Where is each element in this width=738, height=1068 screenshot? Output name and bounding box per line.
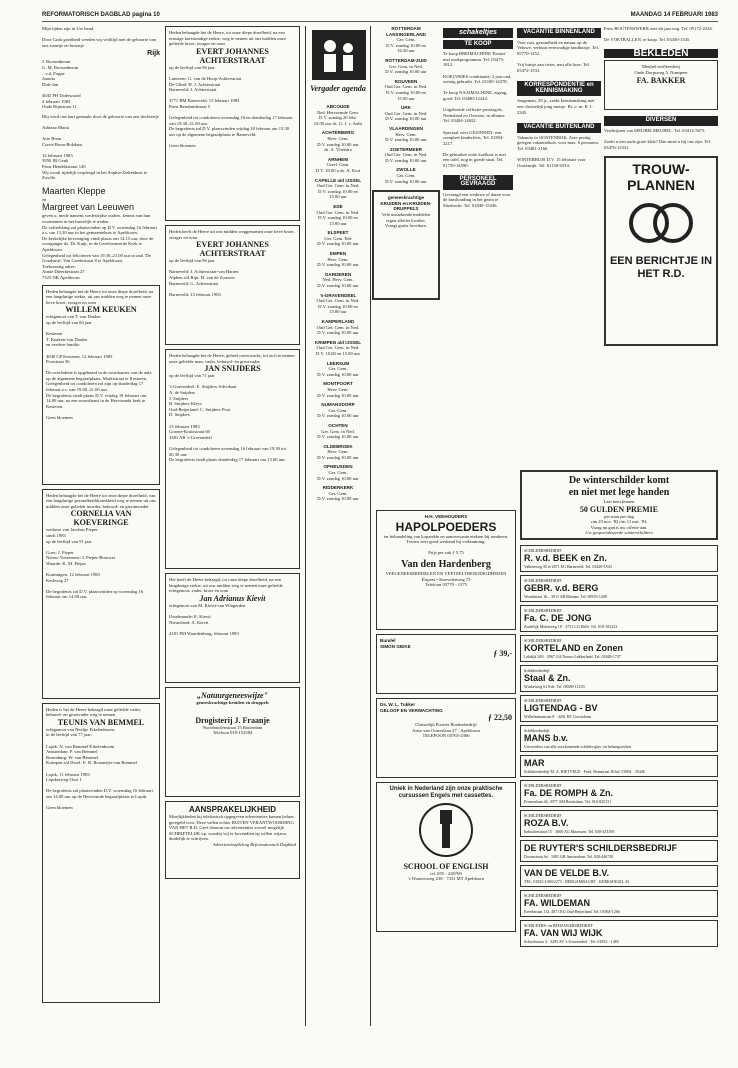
painter-ad: [520, 545, 718, 572]
painter-ad-name: LIGTENDAG - BV: [524, 703, 598, 713]
church-place: ZWOLLE: [396, 167, 416, 173]
marriage-notice: [42, 186, 160, 281]
church-place: EDE: [333, 203, 343, 209]
birth-notice-body: J. Roosenboom G. M. Roosenboom – v.d. Poppe Joanita Dirk-Jan 4045 PH Dodewaard 4 februari 1983 Oude Rijnstraat 11: [42, 59, 81, 110]
church-entry: [306, 272, 370, 289]
church-place: LEERSUM: [326, 360, 350, 366]
ad-aansprakelijkheid: [165, 801, 300, 879]
painter-ad-details: Industriestraat 15 · 3600 AG Maarssen. Tel. 030-433195: [524, 829, 615, 834]
church-entry: [306, 157, 370, 174]
church-entry: [306, 361, 370, 378]
painter-ad-details: Valkenweg 30 te 2871 EG Barneveld. Tel. 03420-1543: [524, 564, 612, 569]
church-service-info: Oud Ger. Gem. in Ned. D.V. zondag 10.00 uur: [316, 324, 360, 336]
painter-ad-name: DE RUYTER'S SCHILDERSBEDRIJF: [524, 843, 678, 853]
church-place: 's-GRAVENDEEL: [319, 292, 357, 298]
church-service-info: Ned. Herv. Gem. D.V. zondag 10.00 uur: [317, 277, 359, 289]
ad-price: ƒ 39,-: [493, 649, 512, 659]
small-ads: Fries BOUTENSWERK met dit jaar nog. Tel. 05172-2234. De VOETBALLEN, te koop. Tel. 03450-1345.: [604, 26, 713, 43]
death-notice-body: op de leeftijd van 96 jaar. Lunteren: G. van de Hoop-Achterstraat De Glind: H. J. Achterstraat Barneveld: J. Achterstraat 3771 BM Barneveld, 13 februari 1983 Prins Bernhardstraat 5 Gelegenheid tot condoleren woensdag 16 en donderdag 17 februari van 19.30–21.00 uur. De begrafenis zal D.V. plaatsvinden vrijdag 18 februari om 13.30 uur op de algemene begraafplaats te Barneveld. Geen bloemen: [169, 64, 293, 149]
church-place: GARDEREN: [324, 271, 352, 277]
church-place: KRIMPEN a/d IJSSEL: [314, 339, 362, 345]
death-notice-body: echtgenoot van T. van Daalen op de leeftijd van 84 jaar Kesteren T. Keuken-van Daalen en verdere familie 4040 GP Kesteren, 12 februari 1983 Poststraat 56 De overledene is opgebaard in de rouwkamer van de aula op de algemene begraafplaats, Marktstraat te Kesteren. Gelegenheid tot condoleren zal zijn op donderdag 17 februari a.s. van 19.00–21.00 uur. De begrafenis vindt plaats D.V. vrijdag 18 februari om 14.00 uur, na een rouwdienst in de Hervormde kerk te Kesteren. Geen bloemen: [46, 314, 152, 421]
church-place: ZOETERMEER: [390, 146, 422, 152]
column-schakeltjes-2: [517, 26, 601, 466]
church-service-info: Herv. Gem. D.V. zondag 10.00 uur: [385, 131, 427, 143]
painter-ad-details: Schildersbedrijf M. A. RIETVELD · Ford. Reinstraat 36 bd. 01804 · 35446: [524, 769, 645, 774]
death-notice-body: op de leeftijd van 96 jaar Barneveld: J. Achterstraat-van Harten Alphen a/d Rijn: H. van de Zouwen Barneveld: G. Achterstraat Barneveld, 13 februari 1983: [169, 258, 239, 297]
church-entry: [372, 126, 440, 143]
section-bekleden: BEKLEDEN: [604, 49, 718, 59]
church-entry: [372, 26, 440, 54]
painter-ad-top: SCHILDERSBEDRIJF: [524, 548, 562, 553]
church-entry: [306, 340, 370, 357]
column-schakeltjes-1: [443, 26, 513, 516]
church-place: URK: [401, 105, 411, 111]
ad-address: VEEGENEESMIDDELEN EN VEETEELTBENODIGDHEDEN Elspeet • Stoevelenweg 73 Telefoon 05770 - 1375: [385, 570, 507, 588]
church-entry: [306, 485, 370, 502]
winter-line-4: 50 GULDEN PREMIE: [579, 504, 659, 514]
church-service-info: Herv. Gem. D.V. zondag 10.00 uur: [317, 449, 359, 460]
painter-ad-name: Staal & Zn.: [524, 673, 571, 683]
ad-title: „Natuurgeneeswijze": [196, 691, 269, 700]
church-place: MONTFOORT: [323, 381, 353, 387]
painter-ad-details: Doornstraat 6a · 1081 GB Amsterdam. Tel. 020-446720: [524, 854, 614, 859]
painter-ad-top: SCHILDERSBEDRIJF: [524, 638, 562, 643]
church-service-info: Herv. Gem. D.V. zondag 10.00 uur ds. A. Vlietstra: [317, 135, 359, 153]
church-entry: [306, 251, 370, 268]
church-service-info: Oud Ger. Gem. in Ned. D.V. zondag 10.00 uur: [384, 152, 428, 163]
page-header: [42, 10, 718, 22]
painter-ad: [520, 755, 718, 777]
church-service-info: Ned. Hervormde Gem. D.V. zondag 20 febr. 10.00 uur ds. G. J. v. Aalst: [313, 109, 363, 126]
death-notice-name: EVERT JOHANNES ACHTERSTRAAT: [196, 46, 269, 65]
painter-ad-name: GEBR. v.d. BERG: [524, 583, 599, 593]
ad-title: HAPOLPOEDERS: [395, 519, 497, 534]
death-notice-bemmel: [42, 703, 160, 1003]
church-entry: [306, 319, 370, 336]
church-place: OCHTEN: [328, 422, 348, 428]
death-notice-name: EVERT JOHANNES ACHTERSTRAAT: [196, 240, 269, 259]
ad-body: Vele uitstekende middelen tegen allerlei kwalen. Vraagt gratis brochure.: [381, 212, 431, 229]
painter-ad-details: Schoolstraat 4 · 3295 AV 's-Gravendeel · Tel. 01853 - 1483: [524, 939, 619, 944]
winter-line-3: Laat hem komen: [603, 499, 635, 504]
ad-title: Uniek in Nederland zijn onze praktische cursussen Engels met cassettes.: [389, 786, 503, 799]
ad-price: ƒ 22,50: [488, 713, 512, 723]
painter-ad: [520, 920, 718, 947]
painter-ad-name: KORTELAND en Zonen: [524, 643, 623, 653]
church-place: OLDEBROEK: [323, 443, 353, 449]
ad-subtitle: geneeskrachtige kruiden en druppels: [196, 700, 269, 705]
birth-notice-name: Rijk: [147, 50, 160, 58]
birth-notice-2: Blij werd ons hart gemaakt door de geboorte van ons dochtertje Adriana Maria Arie Boon Corrie Boon-Bokdam 12 februari 1983 3950 JB Genk Prins Hendrikstraat 140: [42, 113, 159, 170]
section-personeel-gevraagd: PERSONEEL GEVRAAGD: [443, 175, 513, 190]
death-notice-achterstraat-2: [165, 225, 300, 345]
painter-ad-name: MAR: [524, 758, 545, 768]
vergader-agenda-logo: [306, 26, 370, 104]
ad-subtitle: EEN BERICHTJE IN HET R.D.: [609, 254, 713, 280]
death-notice-name: CORNELIA VAN KOEVERINGE: [70, 509, 132, 528]
church-service-info: Ger. Gem. D.V. zondag 10.00 uur: [317, 490, 359, 502]
ad-geloof-verwachting: [376, 698, 516, 778]
death-notice-intro: Heden behaagde het de Heere tot onze diepe droefheid, van een langdurige gezondheidskrankheid weg te nemen uit ons midden onze geliefde moeder, behuwd- en grootmoeder: [46, 492, 156, 509]
painter-ad-details: Lekdijk 269 · 2967 GA Nieuw-Lekkerland. Tel. 01848-1737: [524, 654, 621, 659]
ad-body: Meubel-stoffeerderij Oude Dorpsweg 5, Nunspeet: [634, 64, 688, 75]
church-entry: [372, 167, 440, 184]
ad-winterschilder: [520, 470, 718, 540]
painter-ad-name: Fa. C. DE JONG: [524, 613, 592, 623]
death-notice-body: weduwe van Jacobus Pieper sinds 1983 op de leeftijd van 91 jaar Goes: J. Pieper Nieuw-Vossemeer: J. Pieper-Brouwer Waarde: K. M. Pieper Kruiningen, 12 februari 1983 Kerkweg 27 De begrafenis zal D.V. plaatsvinden op woensdag 16 februari om 14.00 uur.: [46, 527, 143, 600]
ad-body: ter behandeling van kopziekte en aanverwante ziekten bij runderen. Tevens zeer goed werkend bij verlamming. Prijs per zak ƒ 5,75: [383, 533, 509, 556]
winter-line-6: van 23 nov. '82 t/m 11 mrt. '83.: [590, 519, 648, 525]
korrespondentie-ads: Jongeman, 29 jr., zoekt kennismaking met een christelijk jong meisje. Br. o. nr. R 1-2345.: [517, 98, 595, 115]
death-notice-intro: Heden is het de Heere behaagd onze geliefde vader, behuwd- en grootvader weg te nemen: [46, 706, 142, 718]
church-service-info: Geref. Gem. D.V. 10.00 u ds. A. Kort: [315, 162, 361, 173]
church-service-info: Ger. Gem. in Ned. D.V. zondag 10.00 uur: [317, 428, 359, 440]
church-service-info: Ger. Gem. D.V. zondag 10.00 en 16.30 uur: [386, 37, 426, 54]
painter-ad-details: Winkelweg 61 Ede. Tel. 08380-11233: [524, 684, 585, 689]
section-vacantie-buitenland: VACANTIE BUITENLAND: [517, 123, 601, 133]
painter-ad-details: Woudstraat 16 – 3911 AB Rhenen. Tel. 08376-1208: [524, 594, 607, 599]
church-entry: [372, 147, 440, 164]
church-service-info: Oud Ger. Gem. in Ned. D.V. zondag 10.00 en 15.00 uur: [316, 209, 360, 226]
school-logo-icon: [416, 800, 476, 860]
diversen-ads: Verdwijnen van MEUBELMEUBEL. Tel. 03412-5673. Zoekt u een oude grote klok? Dan moet u bij ons zijn. Tel. 03470-12331.: [604, 127, 712, 150]
church-entry: [306, 230, 370, 247]
church-entry: [372, 79, 440, 101]
death-notice-kievit: [165, 573, 300, 683]
church-place: ROTTERDAM-ZUID: [385, 57, 427, 63]
death-notice-name: TEUNIS VAN BEMMEL: [57, 717, 145, 727]
column-vergader-agenda: [305, 26, 371, 1026]
painter-ad-top: Schildersbedrijf: [524, 728, 550, 733]
section-te-koop: TE KOOP: [443, 40, 513, 50]
death-notice-intro: Heden behaagde het de Heere tot onze diepe droefheid, na een langdurige ziekte, uit ons midden weg te nemen onze lieve broer, zwager en oom: [46, 288, 154, 305]
church-entry: [372, 58, 440, 75]
ad-trouwplannen: [604, 156, 718, 346]
church-place: CAPELLE a/d IJSSEL: [314, 177, 362, 183]
death-notice-intro: Heden heeft de Heere uit ons midden weggenomen onze lieve broer, zwager en oom: [169, 229, 295, 240]
painter-ad: [520, 665, 718, 692]
painter-ad-details: Zuidelijk Molenweg 18 · 3731 CG Delft. Tel. 010-181223: [524, 624, 618, 629]
painter-ad-details: Prinsenlaan 46, 3077 AM Rotterdam. Tel. 010-825131: [524, 799, 612, 804]
church-service-info: Ger. Gem. D.V. zondag 10.00 uur: [317, 366, 359, 377]
winter-line-2: en niet met lege handen: [568, 487, 670, 498]
marriage-name-1: Maarten Kleppe: [42, 185, 106, 196]
section-korrespondentie: KORRESPONDENTIE en KENNISMAKING: [517, 81, 601, 96]
personeel-ads: Gevraagd een weduwe of dame voor de huishouding in het gezin te Sliedrecht. Tel. 01840-15436.: [443, 191, 511, 209]
ad-publisher: Christelijk Poorter Boekenbedrijf Artur van Oosterlaan 27 · Apeldoorn TELEFOON 05765-2366: [412, 722, 480, 739]
column-family-notices-1: [42, 26, 160, 1026]
winter-line-8: Uw gespecialiseerde winterschilders: [585, 530, 653, 536]
ad-logo-text: SCHOOL OF ENGLISH: [403, 861, 489, 871]
church-place: ACHTERBERG: [321, 130, 355, 136]
section-vacantie-binnenland: VACANTIE BINNENLAND: [517, 28, 601, 38]
painter-ad-top: SCHILDERSBEDRIJF: [524, 783, 562, 788]
painter-ad-name: VAN DE VELDE B.V.: [524, 868, 610, 878]
painter-ad-details: Uitvoerders van alle voorkomende schilder-glas- en behangwerken: [524, 744, 632, 749]
painter-ad-top: SCHILDERSBEDRIJF: [524, 813, 562, 818]
painter-ad-top: SCHILDERSBEDRIJF: [524, 608, 562, 613]
ad-school-of-english: [376, 782, 516, 932]
church-service-info: Ger. Gem. Ede D.V. zondag 10.00 uur: [317, 235, 359, 247]
painter-ad-name: ROZA B.V.: [524, 818, 569, 828]
painter-ad-name: MANS b.v.: [524, 733, 568, 743]
church-list: [306, 104, 370, 502]
marriage-name-2: Margreet van Leeuwen: [42, 202, 135, 213]
painters-directory: [520, 545, 718, 1015]
church-entry: [372, 105, 440, 122]
church-entry: [306, 402, 370, 419]
painter-ad: [520, 635, 718, 662]
death-notice-snijders: [165, 349, 300, 569]
church-place: EMPEN: [329, 251, 347, 257]
church-entry: [306, 444, 370, 461]
painter-ad-top: SCHILDERS- en BEHANGERSBEDRIJF: [524, 923, 593, 928]
church-entry: [306, 293, 370, 315]
painter-ad-top: Schildersbedrijf: [524, 668, 550, 673]
church-entry: [306, 381, 370, 398]
wedding-rings-icon: [611, 193, 711, 253]
ad-title: AANSPRAKELIJKHEID: [188, 805, 277, 814]
ad-title: FA. BAKKER: [636, 75, 686, 85]
church-service-info: Ger. Gem. D.V. zondag 10.00 uur: [317, 407, 359, 419]
te-koop-ads: Te koop BREIMACHINE 'Knitax' met zoekprogramma. Tel. 03473-1812. KOELVRIES combinatie, 2 jaar oud, weinig gebruikt. Tel. 01100-14378. Te koop NAAIMACHINE, zigzag, goed. Tel. 03480-12244. Uitgebreide collectie postzegels, Nederland en Overzee, in albums. Tel. 03404-14652. Speciaal voor GEZINNEN: een compleet kinderfiets. Tel. 01854-2217. De gebruikte witte koelkast is met een tafel, nog in goede staat. Tel. 01750-14590.: [443, 51, 512, 169]
painter-ad-name: Fa. DE ROMPH & Zn.: [524, 788, 614, 798]
painter-ad-top: SCHILDERSBEDRIJF: [524, 578, 562, 583]
church-place: ROUVEEN: [394, 78, 418, 84]
church-service-info: Oud Ger. Gem. in Ned. D.V. zondag 10.00 en 15.00 uur: [316, 298, 360, 315]
ad-title: TROUW-PLANNEN: [627, 161, 695, 194]
church-service-info: Oud Ger. Gem. in Ned. D.V. zondag 10.00 en 15.00 uur: [384, 84, 428, 101]
painter-ad: [520, 695, 718, 722]
church-service-info: Ger. Gem. D.V. zondag 10.00 uur: [317, 470, 359, 481]
church-place: ABCOUDE: [326, 104, 350, 109]
painter-ad: [520, 865, 718, 887]
painter-ad: [520, 605, 718, 632]
church-place: VLAARDINGEN: [389, 125, 423, 131]
marriage-body: geven u, mede namens wederzijdse ouders, kennis van hun voornemen in het huwelijk te treden. De voltrekking zal plaatsvinden op D.V. woensdag 16 februari a.s. om 13.30 uur in het gemeentehuis te Apeldoorn. De kerkelijke bevestiging vindt plaats om 14.15 uur, door de voorganger ds. Dr. Kuijt, in de Gereformeerde Kerk te Apeldoorn. Gelegenheid tot feliciteren van 19.30–21.00 uur in zaal 'De Goudsmit', Van Goedestraat 8 te Apeldoorn. Toekomstig adres: Annie Dieerkestraat 27 7325 NK Apeldoorn: [42, 213, 157, 280]
church-entry: [306, 178, 370, 200]
ad-body: Moeilijkheden bij telefonisch opgegeven advertenties komen helaas geregeld voor. Deze vallen echter BUITEN VERANTWOORDING VAN HET R.D. Geef daarom uw advertenties zoveel mogelijk SCHRIFTELIJK op, waarbij wij er bovendien op willen wijzen, duidelijk te schrijven.: [169, 814, 294, 842]
vacantie-buitenland-ads: Vakantie in OOSTENRIJK. Zeer prettig gelegen vakantiehuis, voor max. 6 personen. Tel. 03481-2166. WINTERBUIS D.V. 15 februari voor Oostenrijk. Tel. 01130-6534.: [517, 134, 599, 168]
ad-top-line: H.H. VEEHOUDERS: [424, 514, 468, 519]
death-notice-intro: Heden behaagde het de Heere, tot onze diepe droefheid, na een ernstige kortstondige ziekte, weg te nemen uit ons midden onze geliefde broer, zwager en oom: [169, 30, 286, 47]
vacantie-binnenland-ads: Voor rust, gezondheid en natuur op de Veluwe, verhuur eenvoudige landhuisje. Tel. 05770-1452. Vrij huisje aan rivier, met alle luxe. Tel. 03472-1533.: [517, 39, 599, 73]
painter-ad: [520, 780, 718, 807]
ad-title: Bundel SIMON GIEKE: [380, 638, 411, 649]
section-diversen: DIVERSEN: [604, 116, 718, 126]
death-notice-koeveringe: [42, 489, 160, 699]
death-notice-intro: Heden behaagde het de Heere, geheel onverwacht, tot zich te nemen onze geliefde man, vader, behuwd- en grootvader: [169, 353, 295, 364]
meeting-logo-icon: [306, 26, 371, 84]
church-service-info: Ger. Gem. D.V. zondag 10.00 uur: [385, 173, 427, 184]
ad-hapolpoeders: [376, 510, 516, 630]
painter-ad-name: FA. WILDEMAN: [524, 898, 590, 908]
death-notice-name: WILLEM KEUKEN: [65, 305, 137, 315]
winter-line-1: De winterschilder komt: [568, 475, 670, 486]
painter-ad-top: SCHILDERSBEDRIJF: [524, 893, 562, 898]
church-place: ELSPEET: [327, 230, 349, 236]
column-schakeltjes-3: [604, 26, 718, 466]
marriage-and: en: [42, 196, 47, 202]
ad-bakker: [604, 60, 718, 110]
painter-ad: [520, 840, 718, 862]
death-notice-name: JAN SNIJDERS: [204, 364, 261, 374]
birth-notice-intro: Mijn tijden zijn in Uw hand. Door Gods goedheid werden wij verblijd met de geboorte van ons zoontje en broertje: [42, 26, 156, 48]
church-place: ROTTERDAM LANSINGERLAND: [386, 26, 426, 37]
church-service-info: Oud Ger. Gem. in Ned. D.V. 10.00 en 15.00 uur: [315, 345, 361, 356]
death-notice-body: op de leeftijd van 71 jaar 's-Gravendeel: E. Snijders-Advokaat A. de Snijders J. Snijders B. Snijders-Kleys Oud-Beijerland: C. Snijders-Poot D. Snijders 13 februari 1983 Groene-Kruisstraat 60 3381 AB 's-Gravendeel Gelegenheid tot condoleren woensdag 16 februari van 19.30 tot 20.30 uur. De begrafenis vindt plaats donderdag 17 februari om 13.00 uur.: [169, 373, 286, 463]
column-family-notices-2: [165, 26, 300, 1026]
ad-shop-name: Drogisterij J. Fraanje: [195, 715, 270, 725]
death-notice-achterstraat-1: [165, 26, 300, 221]
death-notice-intro: Het heeft de Heere behaagd, tot onze diepe droefheid, na een langdurige ziekte, uit ons midden weg te nemen onze geliefde echtgenoot, vader, broer en oom: [169, 577, 283, 594]
ad-title: geneeskrachtige KRUIDEN en KRUIDEN-DRUPPELS: [380, 195, 432, 212]
church-place: KAMPERLAND: [321, 319, 355, 324]
ad-kruiden: [372, 190, 440, 300]
church-service-info: Herv. Gem. D.V. zondag 10.00 uur: [317, 256, 359, 268]
church-service-info: Ger. Gem. in Ned. D.V. zondag 10.00 uur: [385, 63, 427, 75]
column-middle-ads: [376, 510, 516, 1010]
header-left: REFORMATORISCH DAGBLAD pagina 10: [42, 12, 160, 18]
ad-natuurgeneeswijze: [165, 687, 300, 797]
painter-ad-top: SCHILDERSBEDRIJF: [524, 698, 562, 703]
schakeltjes-banner: schakeltjes: [443, 28, 513, 38]
church-place: ARNHEM: [327, 156, 349, 162]
birth-notice-2-note: Wij wordt tijdelijk verpleegd in het Sophia-Ziekenhuis te Zwolle.: [42, 169, 148, 181]
ad-footer: Advertentieafdeling Reformatorisch Dagblad: [212, 841, 296, 847]
ad-address: Noordmolenstraat 15 Rotterdam Telefoon 010-152584: [202, 724, 263, 736]
painter-ad-details: Kreekstraat 112, 4871 EG Oud-Beijerland. Tel. 01864-1266: [524, 909, 620, 914]
church-service-info: Oud Ger. Gem. in Ned. D.V. zondag 10.00 en 15.00 uur: [316, 183, 360, 200]
church-entry: [306, 464, 370, 481]
church-place: NUMANSDORP: [321, 402, 355, 408]
painter-ad: [520, 575, 718, 602]
painter-ad: [520, 725, 718, 752]
church-entry: [306, 423, 370, 440]
church-entry: [306, 204, 370, 226]
winter-line-7: Vraag nu gratis uw offerte aan.: [590, 524, 648, 530]
painter-ad-details: TEL. 01825-1369/2273 · BERGAMBACHT · KERKSINGEL 43: [524, 879, 629, 884]
church-place: OPHEUSDEN: [323, 464, 353, 470]
painter-ad-name: R. v.d. BEEK en Zn.: [524, 553, 607, 563]
church-service-info: Oud Ger. Gem. in Ned. D.V. zondag 10.00 uur: [384, 110, 428, 122]
death-notice-name: Jan Adrianus Kievit: [199, 593, 266, 603]
death-notice-body: echtgenoot van M. Kievit-van Wingerden IJsselmonde: E. Kievit Nieuwland: A. Kievit 4181 PM Waardenburg, februari 1983: [169, 602, 246, 636]
ad-psalm-book: [376, 634, 516, 694]
church-list-2: [372, 26, 440, 184]
vergader-agenda-title: Vergader agenda: [310, 84, 366, 93]
death-notice-body: echtgenoot van Neeltje Eikelenboom, in de leeftijd van 77 jaar. Lopik: N. van Bemmel-Eikelenboom Amsterdam: P. van Bemmel Rozenburg: W. van Bemmel Krimpen a/d IJssel: E. B. Bosmeijer-van Bemmel Lopik, 11 februari 1983 Lopikerweg-Oost 1 De begrafenis zal plaatsvinden D.V. woensdag 16 februari om 14.00 uur op de Hervormde begraafplaats te Lopik. Geen bloemen: [46, 726, 153, 811]
ad-company: Van den Hardenberg: [401, 558, 491, 570]
church-entry: [306, 130, 370, 152]
ad-title: Ds. W. L. Tukker GELOOF EN VERWACHTING: [380, 702, 443, 713]
death-notice-keuken: [42, 285, 160, 485]
painter-ad-details: Wilhelminastraat 8 · 4201 HC Gorinchem: [524, 714, 592, 719]
church-service-info: Herv. Gem. D.V. zondag 10.00 uur: [317, 386, 359, 398]
church-place: RIDDERKERK: [322, 485, 354, 491]
church-entry: [306, 104, 370, 126]
winter-line-5: per man per dag: [604, 513, 634, 519]
header-right: MAANDAG 14 FEBRUARI 1983: [630, 12, 718, 18]
painter-ad: [520, 810, 718, 837]
ad-address: tel. 055 - 226769 's Woutersweg 238 · 7331 MT Apeldoorn: [407, 870, 485, 882]
painter-ad: [520, 890, 718, 917]
painter-ad-name: FA. VAN WIJ WIJK: [524, 928, 603, 938]
